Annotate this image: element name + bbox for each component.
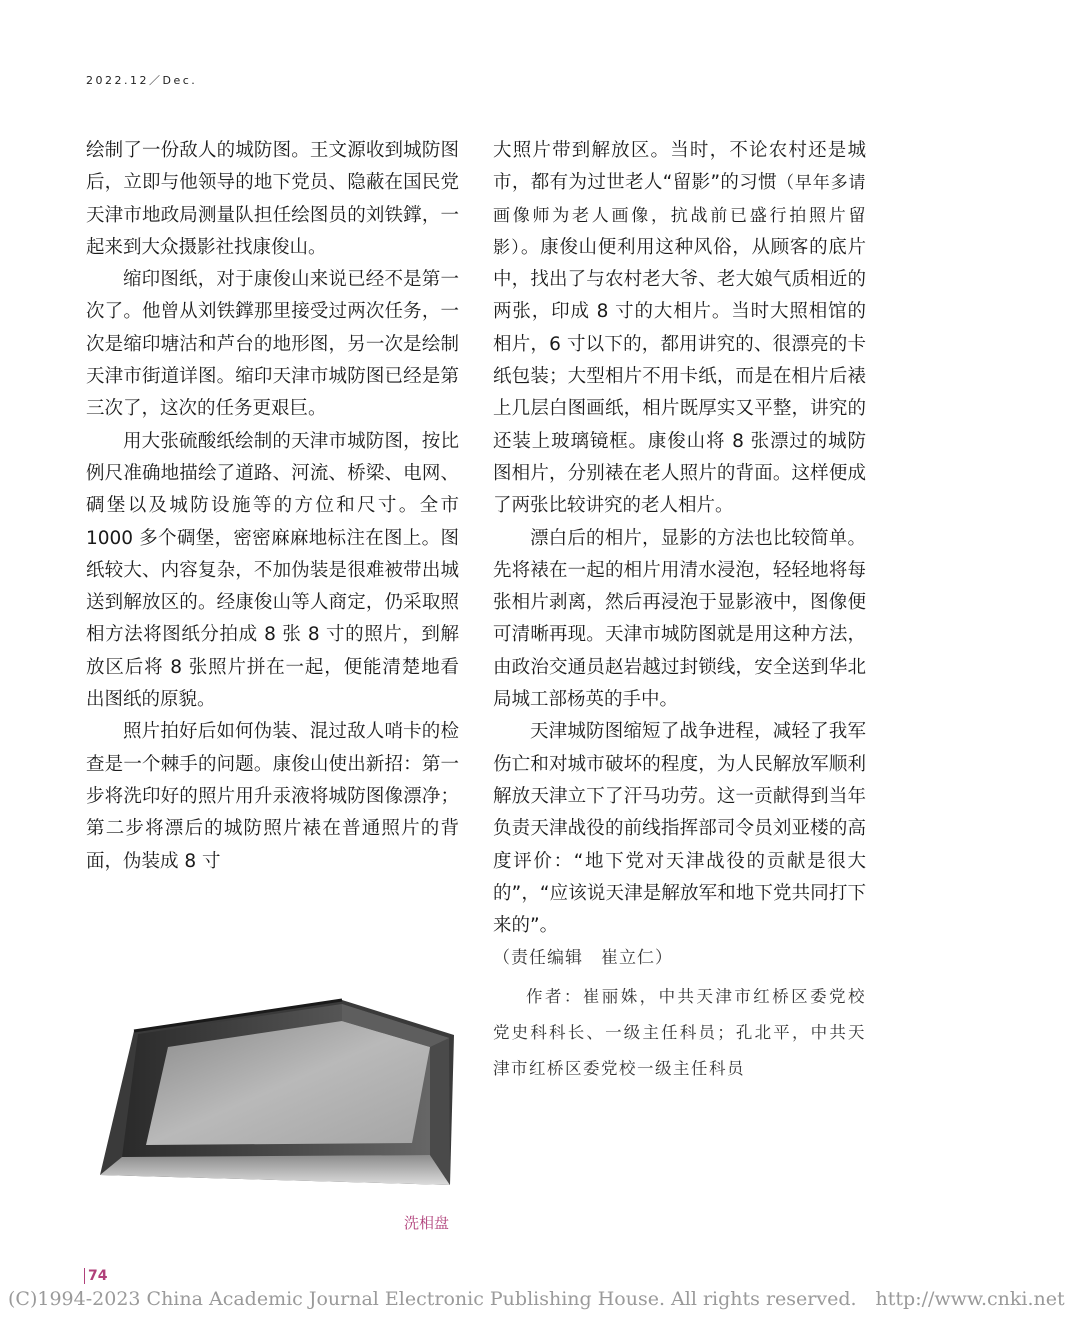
right-paragraph-1-note: （早年多请画像师为老人画像，抗战前已盛行拍照片留影） [493,173,867,258]
responsible-editor: （责任编辑 崔立仁） [493,948,673,969]
right-paragraph-1-start: 大照片带到解放区。当时，不论农村还是城市，都有为过世老人“留影”的习惯 [493,140,866,194]
tray-photo [92,995,458,1200]
page-number: 74 [84,1268,107,1284]
issue-date: 2022.12／Dec. [86,74,198,87]
left-paragraph-3: 用大张硫酸纸绘制的天津市城防图，按比例尺准确地描绘了道路、河流、桥梁、电网、碉堡以及城防设施等的方位和尺寸。全市 1000 多个碉堡，密密麻麻地标注在图上。图纸较大、内容复杂，不加伪装是很难被带出城送到解放区的。经康俊山等人商定，仍采取照相方法将图纸分拍成 8 张 8 寸的照片，到解放区后将 8 张照片拼在一起，便能清楚地看出图纸的原貌。 [86,430,459,711]
right-paragraph-2: 漂白后的相片，显影的方法也比较简单。先将裱在一起的相片用清水浸泡，轻轻地将每张相片剥离，然后再浸泡于显影液中，图像便可清晰再现。天津市城防图就是用这种方法，由政治交通员赵岩越过封锁线，安全送到华北局城工部杨英的手中。 [493,527,866,711]
left-column [86,135,459,878]
developing-tray-image [92,995,458,1200]
right-paragraph-1-end: 。康俊山便利用这种风俗，从顾客的底片中，找出了与农村老大爷、老大娘气质相近的两张，印成 8 寸的大相片。当时大照相馆的相片，6 寸以下的，都用讲究的、很漂亮的卡纸包装；大型相片不用卡纸，而是在相片后裱上几层白图画纸，相片既厚实又平整，讲究的还装上玻璃镜框。康俊山将 8 张漂过的城防图相片，分别裱在老人照片的背面。这样便成了两张比较讲究的老人相片。 [493,236,866,517]
author-info: 作者：崔丽姝，中共天津市红桥区委党校党史科科长、一级主任科员；孔北平，中共天津市红桥区委党校一级主任科员 [493,986,866,1078]
left-paragraph-2: 缩印图纸，对于康俊山来说已经不是第一次了。他曾从刘铁鐣那里接受过两次任务，一次是缩印塘沽和芦台的地形图，另一次是绘制天津市街道详图。缩印天津市城防图已经是第三次了，这次的任务更艰巨。 [86,269,459,420]
right-paragraph-1 [493,135,866,523]
right-paragraph-3: 天津城防图缩短了战争进程，减轻了我军伤亡和对城市破坏的程度，为人民解放军顺利解放天津立下了汗马功劳。这一贡献得到当年负责天津战役的前线指挥部司令员刘亚楼的高度评价：“地下党对天津战役的贡献是很大的”，“应该说天津是解放军和地下党共同打下来的”。 [493,721,866,937]
left-paragraph-4: 照片拍好后如何伪装、混过敌人哨卡的检查是一个棘手的问题。康俊山使出新招：第一步将洗印好的照片用升汞液将城防图像漂净；第二步将漂后的城防照片裱在普通照片的背面，伪装成 8 寸 [86,721,459,872]
photo-caption: 洗相盘 [404,1214,450,1232]
left-paragraph-1: 绘制了一份敌人的城防图。王文源收到城防图后，立即与他领导的地下党员、隐蔽在国民党天津市地政局测量队担任绘图员的刘铁鐣，一起来到大众摄影社找康俊山。 [86,140,459,258]
copyright-footer: (C)1994-2023 China Academic Journal Electronic Publishing House. All rights reserved. http://www.cnki.net [8,1288,1065,1310]
right-column [493,135,866,1087]
